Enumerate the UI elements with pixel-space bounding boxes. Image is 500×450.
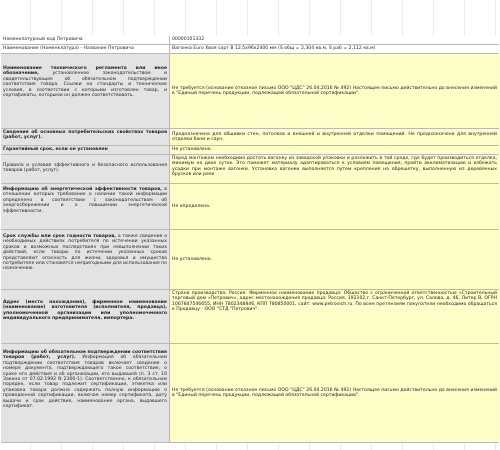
table-row-rules[interactable] bbox=[1, 155, 499, 184]
table-row-regulation[interactable] bbox=[1, 54, 499, 129]
row-label-bold: Срок службы или срок годности товаров, bbox=[3, 234, 117, 239]
row-value[interactable] bbox=[170, 36, 499, 44]
product-name-value: Вагонка Euro Хвоя сорт В 12,5х96х2400 мм (S общ = 2,304 кв.м, S раб = 2,112 кв.м) bbox=[172, 46, 376, 52]
row-label-bold: Гарантийный срок, если он установлен bbox=[3, 147, 108, 152]
table-row-code[interactable] bbox=[1, 36, 499, 45]
table-row-consumer[interactable] bbox=[1, 129, 499, 146]
confirmation-value: Не требуется (основание отказное письмо ООО "ЦДС" 26.04.2016 № 492) Настоящее письмо действительно до внесения изменений в "Единый перечень продукции, подлежащей обязательной сертификации". bbox=[172, 387, 497, 398]
row-label bbox=[1, 45, 170, 53]
product-info-table bbox=[1, 36, 499, 443]
row-label-text: а также сведения о необходимых действиях потребителя по истечении указанных сроков и возможных последствиях при невыполнении таких действий, если товары по истечении указанных сроков представляют опасность для жизни, здоровья и имущества потребителя или становятся непригодными для использования по назначению. bbox=[3, 234, 168, 272]
row-value[interactable] bbox=[170, 146, 499, 154]
row-label-bold: Информацию об обязательном подтверждении соответствия товаров (работ, услуг). bbox=[3, 350, 167, 361]
row-label bbox=[1, 129, 170, 145]
energy-value: Не определено. bbox=[172, 203, 211, 209]
row-label-text: в отношении которых требование о наличии такой информации определено в соответствии с законодательством об энергосбережении и о повышении энергетической эффективности. bbox=[3, 187, 168, 214]
row-label bbox=[1, 36, 170, 44]
product-code-value: 00000101332 bbox=[172, 37, 205, 43]
row-label-text: Правила и условия эффективного и безопасного использования товаров (работ, услуг). bbox=[3, 163, 167, 174]
table-row-manufacturer[interactable] bbox=[1, 290, 499, 344]
row-label bbox=[1, 344, 170, 442]
row-label-text: Номенклатурный код Петровича bbox=[3, 37, 83, 42]
row-label bbox=[1, 230, 170, 289]
warranty-value: Не установлено. bbox=[172, 147, 213, 153]
row-value[interactable] bbox=[170, 184, 499, 229]
consumer-value: Предназначена для обшивки стен, потолков и внешней и внутренней отделки помещений. Не предназначена для внутренней отделки бани и саун. bbox=[172, 131, 497, 142]
row-value[interactable] bbox=[170, 54, 499, 128]
row-label-bold: Наименование технического регламента или иное обозначение, bbox=[3, 66, 167, 77]
row-label-bold: Сведения об основных потребительских свойствах товаров (работ, услуг). bbox=[3, 130, 167, 141]
row-label bbox=[1, 290, 170, 343]
row-label-text: установленное законодательством и свидетельствующее об обязательном подтверждении соответствия товара. Ссылки на стандарты и технические условия, в соответствии с которыми изготовлен товар, и сертификаты, которыми он должен соответствовать. bbox=[3, 71, 167, 99]
row-value[interactable] bbox=[170, 155, 499, 183]
row-label bbox=[1, 184, 170, 229]
table-row-warranty[interactable] bbox=[1, 146, 499, 155]
table-row-confirmation[interactable] bbox=[1, 344, 499, 443]
row-label-text: Информация об обязательном подтверждении соответствия товаров включает сведения о номере документа, подтверждающего такое соответствие, о сроке его действия и об организации, его выдавшей (п. 3 ст. 10 Закона от 07.02.1992 N 2300-1). Соответственно, к обязательном порядке, если товар подлежит сертификации, этикетка или упаковка товара должна содержать полную информацию о проведенной сертификации, включая номер сертификата, дату выдачи и срок действия, наименование органа, выдавшего сертификат. bbox=[3, 355, 167, 410]
row-label-bold: Адрес (место нахождения), фирменное наименование (наименование) изготовителя (исполнителя, продавца), уполномоченной организации или уполномоченного индивидуального предпринимателя, импортера. bbox=[3, 300, 167, 322]
table-row-name[interactable] bbox=[1, 45, 499, 54]
row-label bbox=[1, 54, 170, 128]
regulation-value: Не требуется (основание отказное письмо ООО "ЦДС" 26.04.2016 № 492) Настоящее письмо действительно до внесения изменений в "Единый перечень продукции, подлежащей обязательной сертификации". bbox=[172, 85, 497, 96]
table-row-service-life[interactable] bbox=[1, 230, 499, 290]
row-label bbox=[1, 146, 170, 154]
row-value[interactable] bbox=[170, 45, 499, 53]
row-label bbox=[1, 155, 170, 183]
row-label-text: Наименование (Номенклатура) - Название Петровича bbox=[3, 46, 134, 51]
service-life-value: Не установлено. bbox=[172, 256, 213, 262]
rules-value: Перед монтажом необходимо достать вагонку из заводской упаковки и разложить в той среде, где будет производиться отделка, минимум на двое суток. Это поможет материалу адаптироваться к условиям помещения, пройти акклиматизацию и избежать усадки при монтаже вагонки. Установка вагонки выполняется путем крепления на обрешетку, выполненную из деревянных брусков или реек bbox=[172, 156, 497, 178]
row-value[interactable] bbox=[170, 129, 499, 145]
table-row-energy[interactable] bbox=[1, 184, 499, 230]
row-value[interactable] bbox=[170, 344, 499, 442]
manufacturer-value: Страна производства: Россия. Фирменное наименование продавца: Общество с ограниченной ответственностью «Строительный торговый дом «Петрович», адрес местонахождения продавца: Россия, 192102,г. Санкт-Петербург, ул. Салова, д. 46, Литер В, ОГРН 1067847546655, ИНН 7802348846, КПП 780850001, сайт: www.petrovich.ru. По всем претензиям покупатели необходимо обращаться к Продавцу - ООО "СТД "Петрович". bbox=[172, 291, 497, 313]
row-value[interactable] bbox=[170, 290, 499, 343]
row-value[interactable] bbox=[170, 230, 499, 289]
row-label-bold: Информацию об энергетической эффективности товаров, bbox=[3, 187, 162, 192]
